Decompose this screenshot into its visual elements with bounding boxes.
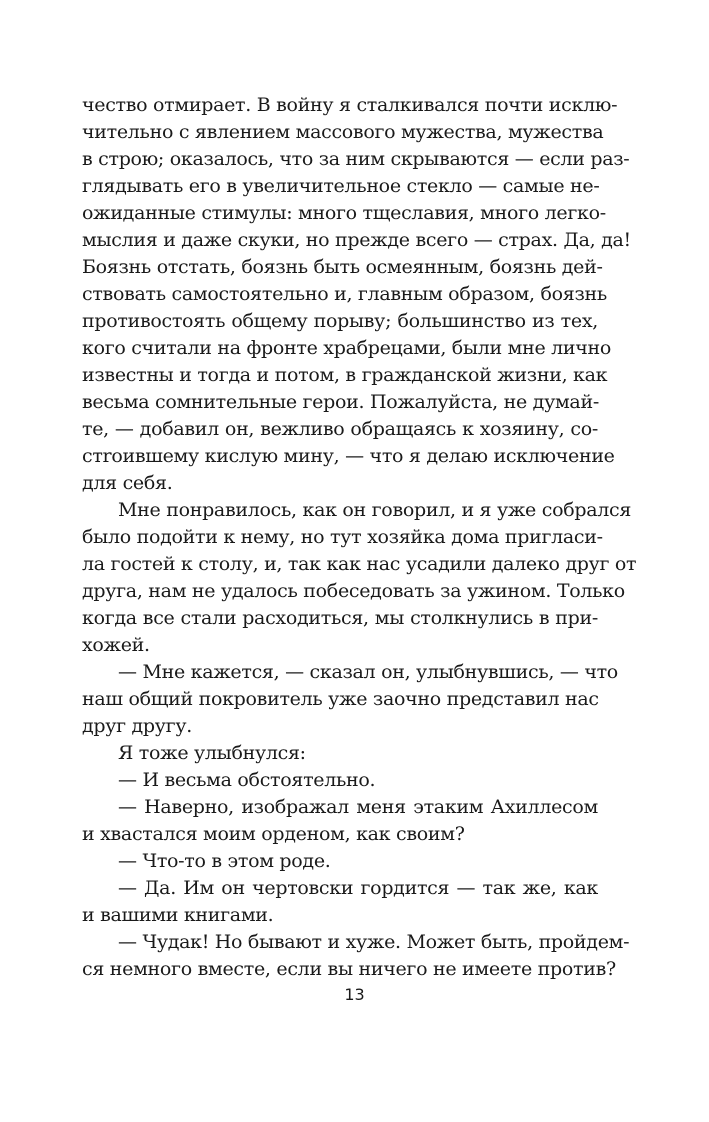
text-line: хожей. [82,634,150,656]
text-line: ствовать самостоятельно и, главным образом, боязнь [82,283,607,305]
text-line: чество отмирает. В войну я сталкивался почти исклю- [82,94,618,116]
dialogue-line: — Наверно, изображал меня этаким Ахиллесом [118,796,598,818]
dialogue-line: — Мне кажется, — сказал он, улыбнувшись, — что [118,661,618,683]
page-number: 13 [344,985,365,1004]
text-line: ся немного вместе, если вы ничего не имеете против? [82,958,616,980]
text-line: в строю; оказалось, что за ним скрываются — если раз- [82,148,630,170]
text-line: наш общий покровитель уже заочно представил нас [82,688,599,710]
text-line: весьма сомнительные герои. Пожалуйста, не думай- [82,391,599,413]
text-line: и вашими книгами. [82,904,274,926]
paragraph-first-line: Я тоже улыбнулся: [118,742,306,764]
text-line: друг другу. [82,715,192,737]
dialogue-line: — Да. Им он чертовски гордится — так же, как [118,877,598,899]
text-line: когда все стали расходиться, мы столкнулись в при- [82,607,598,629]
text-line: противостоять общему порыву; большинство из тех, [82,310,598,332]
text-line: чительно с явлением массового мужества, мужества [82,121,604,143]
text-line: известны и тогда и потом, в гражданской жизни, как [82,364,608,386]
text-line: было подойти к нему, но тут хозяйка дома пригласи- [82,526,603,548]
text-line: мыслия и даже скуки, но прежде всего — страх. Да, да! [82,229,631,251]
text-line: ла гостей к столу, и, так как нас усадили далеко друг от [82,553,637,575]
text-line: те, — добавил он, вежливо обращаясь к хозяину, со- [82,418,598,440]
dialogue-line: — И весьма обстоятельно. [118,769,376,791]
text-line: ожиданные стимулы: много тщеславия, много легко- [82,202,606,224]
text-line: Боязнь отстать, боязнь быть осмеянным, боязнь дей- [82,256,603,278]
text-line: стroившему кислую мину, — что я делаю исключение [82,445,615,467]
dialogue-line: — Что-то в этом роде. [118,850,331,872]
text-line: для себя. [82,472,173,494]
text-line: друга, нам не удалось побеседовать за ужином. Только [82,580,625,602]
paragraph-first-line: Мне понравилось, как он говорил, и я уже собрался [118,499,632,521]
text-line: глядывать его в увеличительное стекло — самые не- [82,175,600,197]
dialogue-line: — Чудак! Но бывают и хуже. Может быть, пройдем- [118,931,630,953]
text-line: кого считали на фронте храбрецами, были мне лично [82,337,612,359]
text-line: и хвастался моим орденом, как своим? [82,823,465,845]
